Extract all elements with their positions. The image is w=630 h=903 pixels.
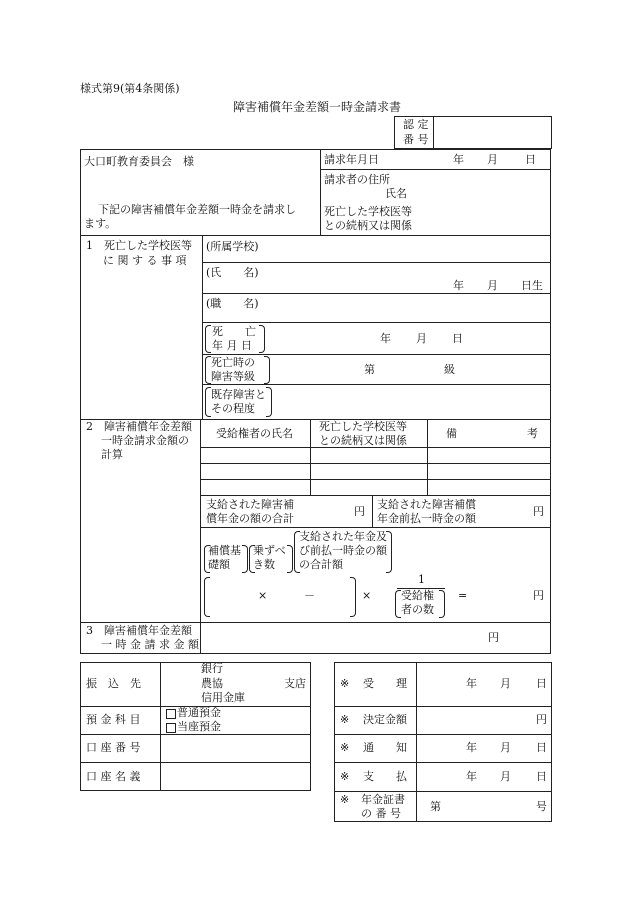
receipt-day[interactable]: 日 [536, 677, 547, 690]
paid-lump-label-2: 年金前払一時金の額 [377, 512, 476, 525]
nintei-label-1: 認 定 [403, 118, 429, 131]
death-date-label-2: 年 月 日 [212, 339, 252, 352]
formula-recipients-1: 受給権 [401, 589, 434, 602]
branch-label: 支店 [284, 677, 306, 690]
col-relation-1: 死亡した学校医等 [319, 420, 407, 433]
request-date-day[interactable]: 日 [525, 153, 536, 166]
receipt-month[interactable]: 月 [500, 677, 511, 690]
sec1-title-1: 1 死亡した学校医等 [86, 239, 192, 252]
birth-day[interactable]: 日生 [521, 279, 543, 292]
col-note-1: 備 [446, 427, 457, 440]
office-mark-5: ※ [340, 793, 350, 806]
pay-month[interactable]: 月 [500, 770, 511, 783]
grade-label-1: 死亡時の [211, 356, 255, 369]
request-date-month[interactable]: 月 [487, 153, 498, 166]
col-relation-2: との続柄又は関係 [319, 434, 407, 447]
transfer-label: 振 込 先 [86, 677, 141, 690]
cert-prefix: 第 [430, 800, 441, 813]
formula-paren-right [350, 577, 356, 617]
office-mark-4: ※ [340, 770, 350, 783]
paid-lump-yen: 円 [533, 505, 544, 518]
pay-year[interactable]: 年 [466, 770, 477, 783]
office-mark-2: ※ [340, 713, 350, 726]
paid-total-label-2: 償年金の額の合計 [206, 512, 294, 525]
formula-mult-1: 乗ずべ [253, 544, 286, 557]
office-mark-1: ※ [340, 677, 350, 690]
bank-option-1: 銀行 [201, 662, 223, 675]
sec3-title-2: 一 時 金 請 求 金 額 [101, 638, 199, 651]
job-label: (職 名) [206, 297, 259, 310]
request-text-2: ます。 [84, 217, 117, 230]
sec3-yen: 円 [488, 631, 499, 644]
checkbox-current[interactable] [166, 723, 176, 733]
formula-equals: = [458, 589, 468, 602]
sec1-title-2: に 関 す る 事 項 [103, 254, 187, 267]
formula-sum-1: 支給された年金及 [299, 530, 387, 543]
nintei-number-field[interactable] [434, 117, 552, 149]
formula-times-2: × [362, 589, 372, 602]
main-form-frame [80, 149, 551, 654]
school-label: (所属学校) [206, 240, 259, 253]
form-label: 様式第9(第4条関係) [80, 82, 180, 95]
col-note-2: 考 [527, 427, 538, 440]
checkbox-ordinary[interactable] [166, 709, 176, 719]
pay-label: 支 払 [363, 770, 407, 783]
formula-recipients-2: 者の数 [401, 603, 434, 616]
notice-month[interactable]: 月 [500, 741, 511, 754]
sec2-title-2: 一時金請求金額の [101, 434, 189, 447]
account-current-label: 当座預金 [177, 720, 221, 733]
receipt-year[interactable]: 年 [466, 677, 477, 690]
sec2-title-3: 計算 [101, 448, 123, 461]
name-label: (氏 名) [206, 266, 259, 279]
paid-lump-label-1: 支給された障害補償 [377, 498, 476, 511]
formula-base-1: 補償基 [208, 544, 241, 557]
receipt-label: 受 理 [363, 677, 407, 690]
decision-label: 決定金額 [363, 713, 407, 726]
cert-label-1: 年金証書 [361, 793, 405, 806]
existing-label-1: 既存障害と [211, 388, 266, 401]
formula-one: 1 [418, 573, 425, 586]
death-date-label-1: 死 亡 [212, 325, 256, 338]
formula-sum-3: の合計額 [299, 558, 343, 571]
claimant-address-label: 請求者の住所 [324, 173, 390, 186]
bank-option-3: 信用金庫 [201, 691, 245, 704]
account-type-label: 預 金 科 目 [86, 713, 141, 726]
claimant-relation-2: との続柄又は関係 [324, 219, 412, 232]
account-ordinary-label: 普通預金 [177, 706, 221, 719]
paid-total-yen: 円 [354, 505, 365, 518]
formula-base-2: 礎額 [208, 558, 230, 571]
formula-minus: － [304, 589, 315, 602]
request-text-1: 下記の障害補償年金差額一時金を請求し [98, 203, 296, 216]
notice-day[interactable]: 日 [536, 741, 547, 754]
notice-year[interactable]: 年 [466, 741, 477, 754]
existing-label-2: その程度 [211, 402, 255, 415]
account-number-label: 口 座 番 号 [86, 741, 141, 754]
cert-label-2: の 番 号 [361, 807, 401, 820]
office-mark-3: ※ [340, 741, 350, 754]
claimant-name-label: 氏名 [385, 187, 407, 200]
nintei-box [394, 116, 552, 149]
death-year[interactable]: 年 [380, 332, 391, 345]
page-title: 障害補償年金差額一時金請求書 [233, 100, 402, 114]
cert-suffix: 号 [536, 800, 547, 813]
formula-paren-left [204, 577, 210, 617]
birth-year[interactable]: 年 [453, 279, 464, 292]
claimant-relation-1: 死亡した学校医等 [324, 205, 412, 218]
decision-yen: 円 [536, 713, 547, 726]
formula-yen: 円 [533, 589, 544, 602]
col-recipient-name: 受給権者の氏名 [216, 427, 293, 440]
grade-label-2: 障害等級 [211, 370, 255, 383]
grade-prefix: 第 [364, 363, 375, 376]
notice-label: 通 知 [363, 741, 407, 754]
pay-day[interactable]: 日 [536, 770, 547, 783]
paid-total-label-1: 支給された障害補 [206, 498, 294, 511]
formula-times-1: × [258, 589, 268, 602]
sec3-title-1: 3 障害補償年金差額 [86, 624, 192, 637]
birth-month[interactable]: 月 [487, 279, 498, 292]
grade-suffix: 級 [444, 363, 455, 376]
account-name-label: 口 座 名 義 [86, 770, 141, 783]
sec2-title-1: 2 障害補償年金差額 [86, 420, 192, 433]
nintei-label-2: 番 号 [403, 133, 429, 146]
death-month[interactable]: 月 [416, 332, 427, 345]
formula-sum-2: び前払一時金の額 [299, 544, 387, 557]
request-date-year[interactable]: 年 [453, 153, 464, 166]
formula-mult-2: き数 [253, 558, 275, 571]
bank-option-2: 農協 [201, 677, 223, 690]
request-date-label: 請求年月日 [324, 153, 379, 166]
death-day[interactable]: 日 [452, 332, 463, 345]
addressee: 大口町教育委員会 様 [84, 155, 194, 168]
